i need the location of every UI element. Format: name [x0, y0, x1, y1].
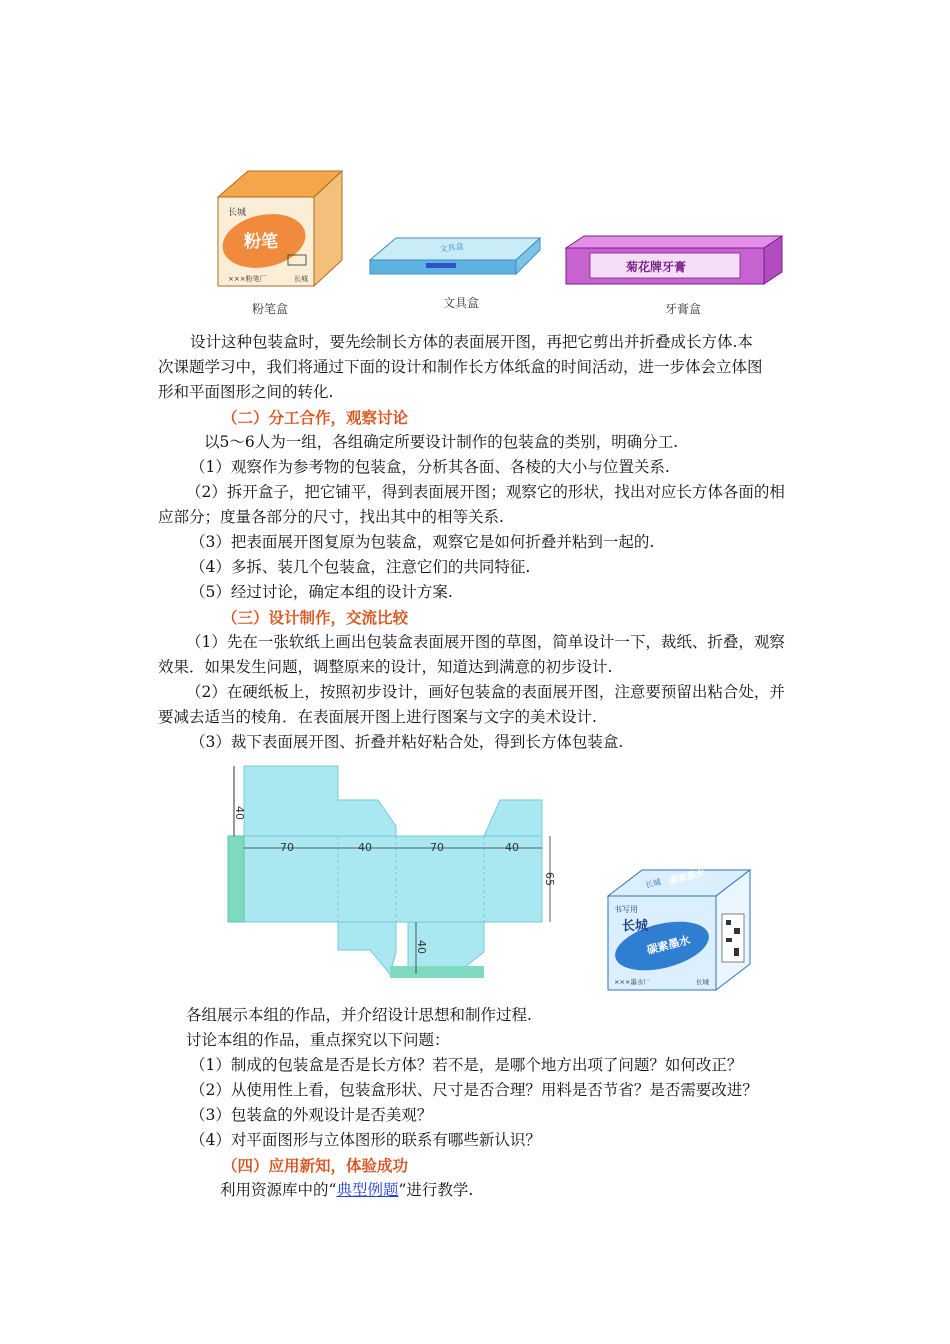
step-4: （4）多拆、装几个包装盒，注意它们的共同特征. [190, 558, 531, 576]
question-3: （3）包装盒的外观设计是否美观？ [190, 1106, 433, 1124]
ink-front-small: 长城 [696, 978, 709, 986]
question-4: （4）对平面图形与立体图形的联系有哪些新认识？ [190, 1131, 541, 1149]
ink-top-product: 碳素墨水 [668, 868, 706, 887]
typical-examples-link[interactable]: 典型例题 [336, 1181, 399, 1199]
ink-front-product: 碳素墨水 [645, 933, 692, 957]
section-heading-4: （四）应用新知，体验成功 [222, 1156, 409, 1175]
question-2: （2）从使用性上看，包装盒形状、尺寸是否合理？用料是否节省？是否需要改进？ [190, 1081, 758, 1099]
resource-line-suffix: ”进行教学. [398, 1181, 474, 1199]
chalk-brand-small: 长城 [294, 275, 308, 283]
toothpaste-box-caption: 牙膏盒 [665, 302, 702, 316]
para-grouping: 以5～6人为一组，各组确定所要设计制作的包装盒的类别，明确分工. [204, 433, 679, 451]
intro-line-2: 次课题学习中，我们将通过下面的设计和制作长方体纸盒的时间活动，进一步体会立体图 [158, 358, 763, 376]
ink-front-label: 书写用 [614, 905, 638, 914]
dim-width-3: 70 [430, 841, 444, 854]
box-net-diagram [220, 760, 560, 990]
chalk-brand: 长城 [228, 208, 247, 218]
design-1-line-1: （1）先在一张软纸上画出包装盒表面展开图的草图，简单设计一下，裁纸、折叠，观察 [186, 633, 785, 651]
question-1: （1）制成的包装盒是否是长方体？若不是，是哪个地方出项了问题？如何改正？ [190, 1056, 743, 1074]
ink-front-brand: 长城 [622, 919, 649, 934]
design-1-line-2: 效果．如果发生问题，调整原来的设计，知道达到满意的初步设计. [158, 658, 613, 676]
intro-line-3: 形和平面图形之间的转化. [158, 383, 334, 401]
step-2-line-2: 应部分；度量各部分的尺寸，找出其中的相等关系. [158, 508, 504, 526]
step-3: （3）把表面展开图复原为包装盒，观察它是如何折叠并粘到一起的. [190, 533, 655, 551]
step-2-line-1: （2）拆开盒子，把它铺平，得到表面展开图；观察它的形状，找出对应长方体各面的相 [186, 483, 785, 501]
ink-front-maker: ×××墨水厂 [614, 978, 650, 986]
resource-line [220, 1178, 473, 1203]
step-5: （5）经过讨论，确定本组的设计方案. [190, 583, 453, 601]
ink-top-brand: 长城 [644, 877, 663, 890]
toothpaste-box-figure [562, 232, 784, 290]
chalk-product: 粉笔 [244, 232, 278, 252]
dim-width-4: 40 [505, 841, 519, 854]
section-heading-3: （三）设计制作，交流比较 [222, 608, 409, 627]
design-2-line-1: （2）在硬纸板上，按照初步设计，画好包装盒的表面展开图，注意要预留出粘合处，并 [186, 683, 785, 701]
chalk-box-figure [210, 165, 350, 295]
dim-top-flap: 40 [233, 806, 246, 820]
toothpaste-product: 菊花牌牙膏 [626, 260, 687, 274]
step-1: （1）观察作为参考物的包装盒，分析其各面、各棱的大小与位置关系. [190, 458, 670, 476]
dim-width-2: 40 [358, 841, 372, 854]
stationery-box-caption: 文具盒 [443, 296, 480, 310]
stationery-box-figure [368, 232, 544, 284]
present-works: 各组展示本组的作品，并介绍设计思想和制作过程. [186, 1006, 532, 1024]
resource-line-prefix: 利用资源库中的“ [220, 1181, 337, 1199]
dim-height: 65 [543, 872, 556, 886]
discuss-intro: 讨论本组的作品，重点探究以下问题： [186, 1031, 450, 1049]
ink-box-figure [600, 866, 760, 994]
chalk-box-caption: 粉笔盒 [252, 302, 289, 316]
section-heading-2: （二）分工合作，观察讨论 [222, 408, 409, 427]
design-3: （3）裁下表面展开图、折叠并粘好粘合处，得到长方体包装盒. [190, 733, 624, 751]
stationery-lid-text: 文具盒 [439, 241, 465, 254]
chalk-maker: ×××粉笔厂 [228, 275, 267, 283]
intro-line-1: 设计这种包装盒时，要先绘制长方体的表面展开图，再把它剪出并折叠成长方体.本 [190, 333, 753, 351]
design-2-line-2: 要减去适当的棱角．在表面展开图上进行图案与文字的美术设计. [158, 708, 597, 726]
dim-bottom-flap: 40 [415, 940, 428, 954]
dim-width-1: 70 [280, 841, 294, 854]
